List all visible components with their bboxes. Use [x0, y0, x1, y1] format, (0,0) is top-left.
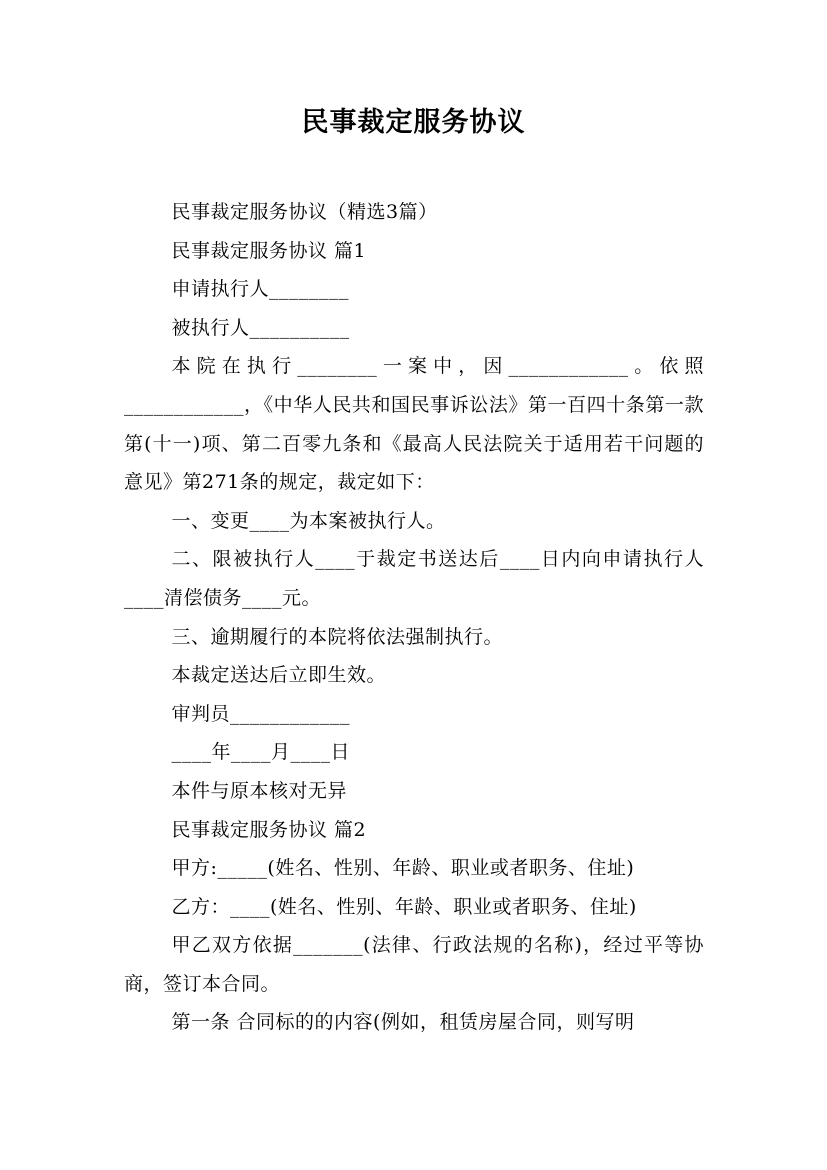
- paragraph: 本裁定送达后立即生效。: [171, 664, 387, 687]
- paragraph: 民事裁定服务协议 篇2: [171, 818, 367, 841]
- document-body: [124, 193, 704, 1042]
- paragraph: 第一条 合同标的的内容(例如，租赁房屋合同，则写明: [171, 1011, 635, 1034]
- paragraph: 乙方：____(姓名、性别、年龄、职业或者职务、住址): [171, 895, 637, 918]
- paragraph: 被执行人__________: [171, 316, 350, 339]
- paragraph: 甲乙双方依据_______(法律、行政法规的名称)，经过平等协商，签订本合同。: [124, 934, 704, 995]
- paragraph: 本院在执行________一案中，因____________。依照____________，《中华人民共和国民事诉讼法》第一百四十条第一款第(十一)项、第二百零九条和《最高人民法院关于适用若干问题的意见》第271条的规定，裁定如下：: [124, 355, 704, 494]
- paragraph: 审判员____________: [171, 702, 351, 725]
- paragraph: 民事裁定服务协议 篇1: [171, 239, 367, 262]
- paragraph: ____年____月____日: [171, 741, 351, 764]
- paragraph: 申请执行人________: [171, 278, 350, 301]
- paragraph: 一、变更____为本案被执行人。: [171, 509, 446, 532]
- document-title: 民事裁定服务协议: [301, 107, 526, 138]
- paragraph: 甲方:_____(姓名、性别、年龄、职业或者职务、住址): [171, 857, 635, 880]
- paragraph: 二、限被执行人____于裁定书送达后____日内向申请执行人____清偿债务____元。: [124, 548, 704, 609]
- paragraph: 三、逾期履行的本院将依法强制执行。: [171, 625, 504, 648]
- paragraph: 本件与原本核对无异: [171, 779, 348, 802]
- paragraph: 民事裁定服务协议（精选3篇）: [171, 201, 438, 223]
